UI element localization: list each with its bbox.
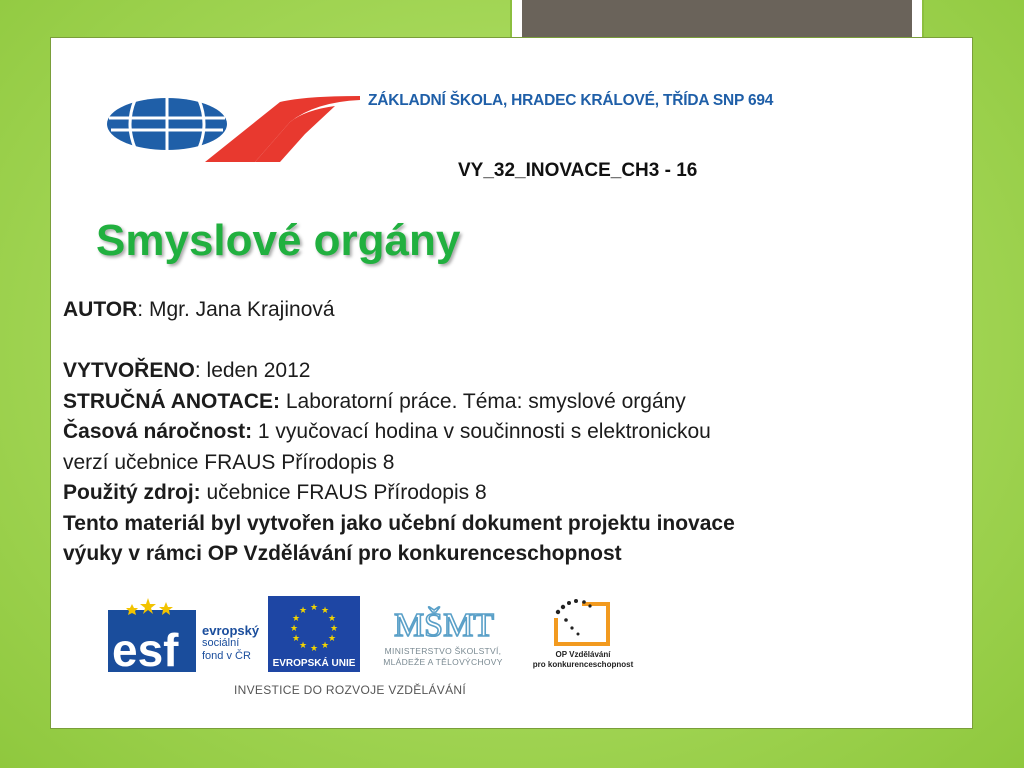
author-value: : Mgr. Jana Krajinová — [137, 298, 335, 321]
svg-text:★: ★ — [291, 614, 301, 624]
esf-line-1: evropský — [202, 623, 260, 638]
eu-logo — [268, 596, 360, 672]
author-label: AUTOR — [63, 298, 138, 321]
investice-caption: INVESTICE DO ROZVOJE VZDĚLÁVÁNÍ — [234, 683, 467, 697]
svg-text:★: ★ — [291, 634, 301, 644]
annotation-label: STRUČNÁ ANOTACE — [63, 389, 273, 413]
annotation-line — [63, 387, 943, 418]
school-name: ZÁKLADNÍ ŠKOLA, HRADEC KRÁLOVÉ, TŘÍDA SNP 694 — [368, 92, 774, 109]
statement-line-2 — [63, 539, 943, 570]
op-caption — [528, 650, 638, 670]
svg-text:★: ★ — [320, 606, 330, 616]
svg-text:★: ★ — [298, 641, 308, 651]
esf-logo — [108, 596, 268, 676]
msmt-caption — [368, 646, 518, 668]
created-value: : leden 2012 — [194, 359, 311, 382]
created-label: VYTVOŘENO — [63, 359, 195, 382]
op-logo — [528, 598, 638, 678]
svg-text:★: ★ — [309, 644, 319, 654]
msmt-logo — [368, 594, 518, 674]
document-info — [63, 295, 943, 570]
svg-text:★: ★ — [298, 606, 308, 616]
time-line-continued: verzí učebnice FRAUS Přírodopis 8 — [63, 450, 395, 474]
svg-text:★: ★ — [320, 641, 330, 651]
created-line — [63, 356, 943, 387]
document-code: VY_32_INOVACE_CH3 - 16 — [458, 160, 698, 181]
eu-stars-icon — [268, 596, 360, 656]
spacer — [63, 326, 943, 357]
source-value: učebnice FRAUS Přírodopis 8 — [200, 481, 487, 504]
op-line-1: OP Vzdělávání — [555, 650, 611, 659]
eu-flag — [268, 596, 360, 656]
eu-label: EVROPSKÁ UNIE — [268, 656, 360, 672]
source-line — [63, 478, 943, 509]
annotation-colon: : — [273, 389, 280, 413]
svg-text:★: ★ — [327, 614, 337, 624]
time-label: Časová náročnost — [63, 420, 246, 443]
esf-line-3: fond v ČR — [202, 650, 251, 662]
author-line — [63, 295, 943, 326]
svg-text:★: ★ — [327, 634, 337, 644]
msmt-line-1: MINISTERSTVO ŠKOLSTVÍ, — [384, 646, 502, 656]
svg-text:★: ★ — [309, 603, 319, 613]
op-mark — [548, 598, 614, 648]
school-logo-globe — [107, 98, 227, 150]
msmt-line-2: MLÁDEŽE A TĚLOVÝCHOVY — [383, 657, 503, 667]
esf-line-2: sociální — [202, 637, 240, 649]
esf-mark-text: esf — [112, 624, 179, 676]
msmt-mark — [393, 596, 495, 644]
statement-line-1 — [63, 509, 943, 540]
op-line-2: pro konkurenceschopnost — [532, 660, 634, 669]
school-logo — [105, 94, 360, 164]
funding-logos — [108, 594, 638, 704]
statement-text-1: Tento materiál byl vytvořen jako učební dokument projektu inovace — [63, 511, 735, 535]
time-value: 1 vyučovací hodina v součinnosti s elektronickou — [252, 420, 711, 443]
esf-caption — [202, 624, 259, 663]
time-colon: : — [245, 420, 253, 443]
source-label: Použitý zdroj: — [63, 481, 201, 504]
msmt-mark-text: MŠMT — [393, 607, 495, 644]
time-line — [63, 417, 943, 448]
annotation-value: Laboratorní práce. Téma: smyslové orgány — [280, 389, 686, 413]
svg-text:★: ★ — [289, 624, 299, 634]
page-title: Smyslové orgány — [96, 216, 461, 265]
statement-text-2: výuky v rámci OP Vzdělávání pro konkurenceschopnost — [63, 542, 622, 565]
svg-text:★: ★ — [329, 624, 339, 634]
